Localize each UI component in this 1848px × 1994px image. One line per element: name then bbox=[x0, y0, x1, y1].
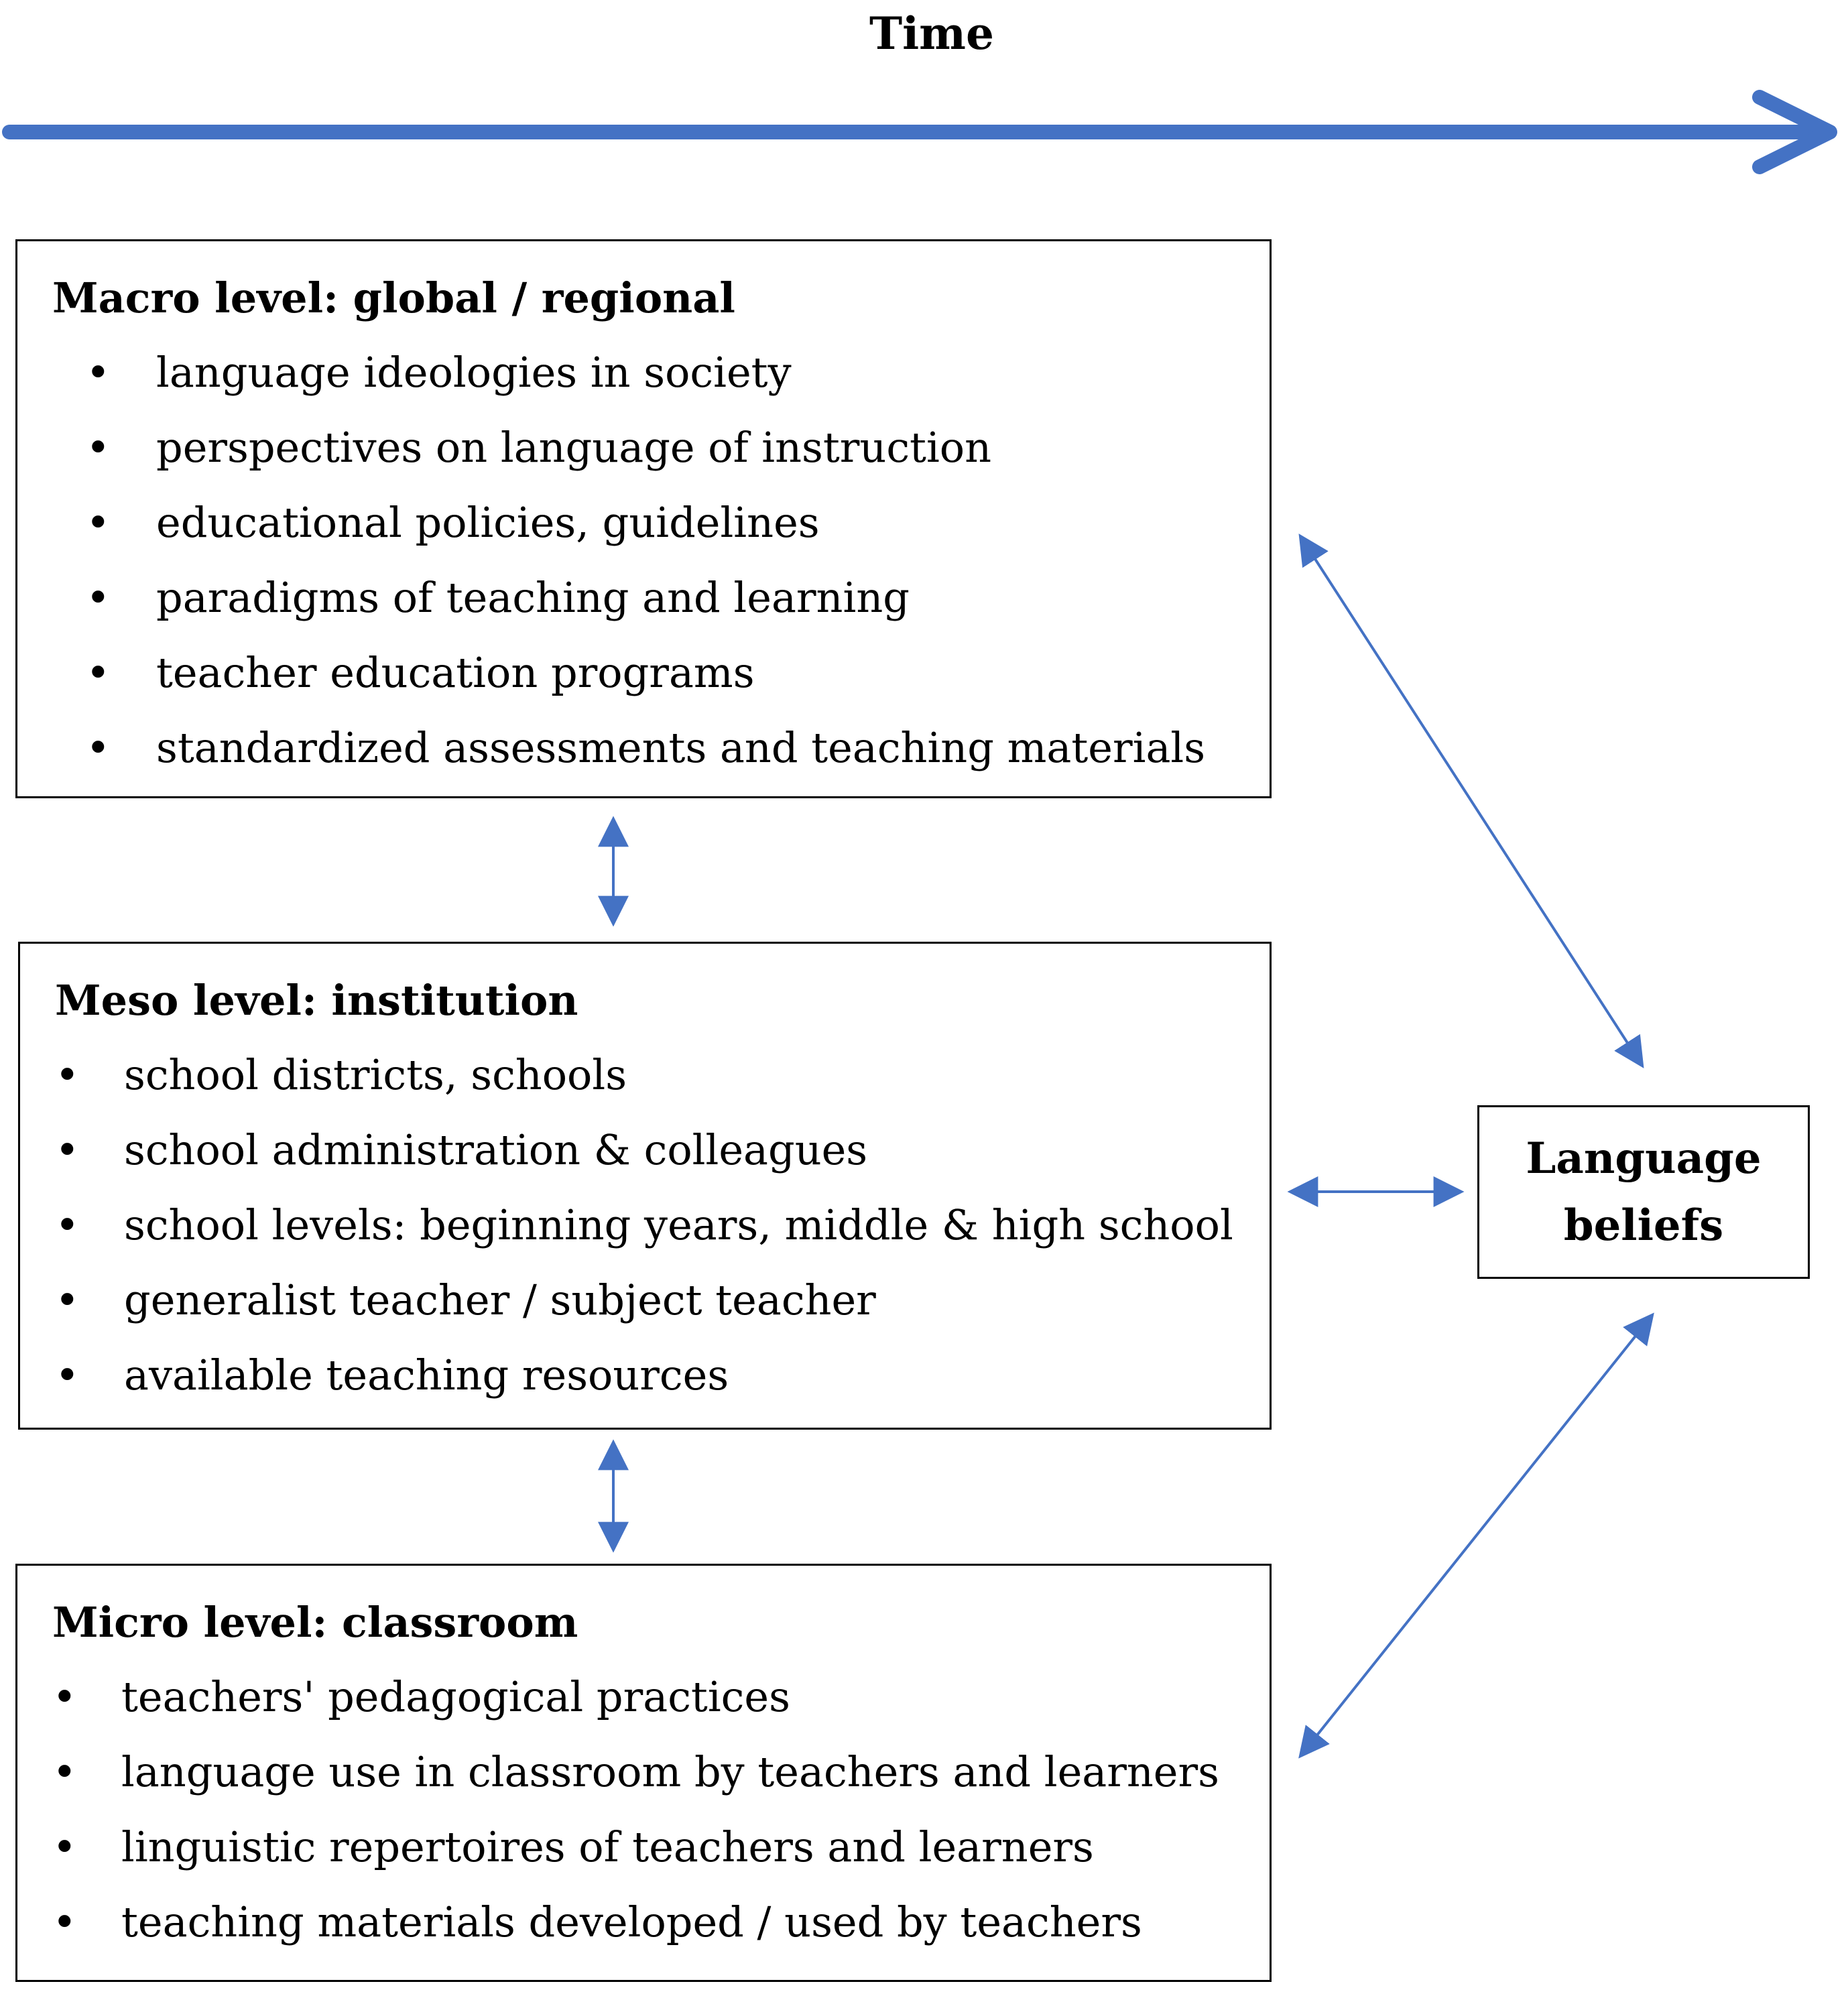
list-item: • teacher education programs bbox=[17, 635, 1270, 710]
list-item: • teaching materials developed / used by teachers bbox=[17, 1885, 1270, 1960]
list-item: • linguistic repertoires of teachers and learners bbox=[17, 1810, 1270, 1885]
macro-beliefs-arrow bbox=[1300, 536, 1642, 1066]
time-arrow bbox=[9, 97, 1830, 167]
list-item: • language ideologies in society bbox=[17, 335, 1270, 410]
bullet-icon: • bbox=[86, 498, 111, 547]
language-beliefs-label bbox=[1479, 1125, 1808, 1259]
list-item: • available teaching resources bbox=[20, 1338, 1270, 1413]
bullet-icon: • bbox=[55, 1275, 80, 1324]
bullet-icon: • bbox=[86, 423, 111, 472]
bullet-icon: • bbox=[52, 1822, 77, 1871]
list-item: • school districts, schools bbox=[20, 1038, 1270, 1113]
meso-level-list bbox=[20, 1038, 1270, 1413]
bullet-icon: • bbox=[52, 1897, 77, 1946]
time-label: Time bbox=[869, 7, 994, 60]
bullet-icon: • bbox=[86, 648, 111, 697]
meso-level-box bbox=[18, 942, 1272, 1430]
bullet-icon: • bbox=[52, 1672, 77, 1721]
list-item: • paradigms of teaching and learning bbox=[17, 560, 1270, 635]
macro-level-box bbox=[15, 239, 1272, 798]
micro-level-box bbox=[15, 1564, 1272, 1982]
bullet-icon: • bbox=[55, 1050, 80, 1099]
list-item: • generalist teacher / subject teacher bbox=[20, 1263, 1270, 1338]
bullet-icon: • bbox=[86, 573, 111, 622]
bullet-icon: • bbox=[86, 723, 111, 772]
bullet-icon: • bbox=[55, 1125, 80, 1174]
beliefs-line-2: beliefs bbox=[1563, 1200, 1724, 1251]
list-item: • teachers' pedagogical practices bbox=[17, 1660, 1270, 1735]
macro-level-list bbox=[17, 335, 1270, 786]
beliefs-line-1: Language bbox=[1526, 1133, 1762, 1184]
list-item: • educational policies, guidelines bbox=[17, 485, 1270, 560]
list-item: • school levels: beginning years, middle & high school bbox=[20, 1188, 1270, 1263]
list-item: • language use in classroom by teachers and learners bbox=[17, 1735, 1270, 1810]
bullet-icon: • bbox=[55, 1351, 80, 1399]
meso-level-title: Meso level: institution bbox=[55, 976, 578, 1025]
list-item: • standardized assessments and teaching materials bbox=[17, 710, 1270, 786]
macro-level-title: Macro level: global / regional bbox=[52, 273, 735, 322]
micro-level-list bbox=[17, 1660, 1270, 1960]
bullet-icon: • bbox=[55, 1200, 80, 1249]
language-beliefs-box bbox=[1477, 1105, 1810, 1279]
list-item: • perspectives on language of instruction bbox=[17, 410, 1270, 485]
micro-beliefs-arrow bbox=[1300, 1315, 1652, 1756]
micro-level-title: Micro level: classroom bbox=[52, 1598, 578, 1647]
list-item: • school administration & colleagues bbox=[20, 1113, 1270, 1188]
bullet-icon: • bbox=[86, 348, 111, 397]
bullet-icon: • bbox=[52, 1747, 77, 1796]
